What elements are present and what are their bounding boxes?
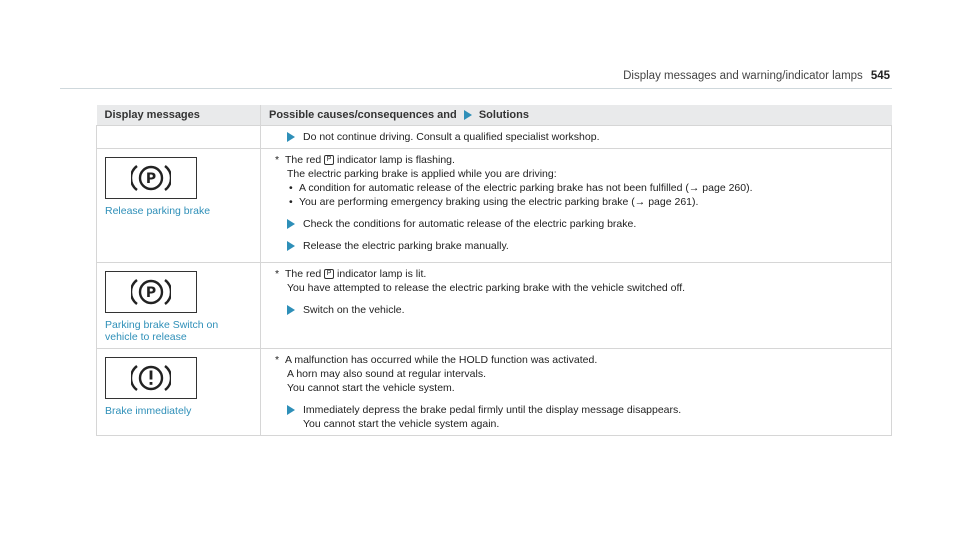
cause-detail: A horn may also sound at regular intervals. [287, 368, 487, 380]
cause-detail: You have attempted to release the electric parking brake with the vehicle switched off. [287, 282, 686, 294]
parking-brake-small-icon: P [324, 155, 334, 165]
action-item: Check the conditions for automatic release of the electric parking brake. [275, 217, 883, 231]
col-solutions-label: Solutions [478, 109, 529, 121]
play-arrow-icon [287, 219, 295, 229]
svg-text:P: P [145, 285, 157, 301]
table-row [97, 263, 892, 349]
list-item: • You are performing emergency braking using the electric parking brake (→ page 261). [275, 195, 883, 209]
col-causes-header [261, 105, 892, 126]
page-number: 545 [870, 70, 890, 82]
col-display-messages-header: Display messages [97, 105, 261, 126]
parking-brake-p-icon [105, 157, 197, 199]
table-row [97, 349, 892, 436]
display-message-text: Parking brake Switch on vehicle to release [105, 319, 219, 343]
cause-line: * The red P indicator lamp is lit. [275, 268, 427, 280]
parking-brake-small-icon: P [324, 269, 334, 279]
action-item: Release the electric parking brake manually. [275, 239, 883, 253]
action-item: Immediately depress the brake pedal firmly until the display message disappears. You cannot start the vehicle system again. [275, 403, 883, 431]
cause-line: * A malfunction has occurred while the HOLD function was activated. [275, 354, 598, 366]
cause-line: * The red P indicator lamp is flashing. [275, 154, 455, 166]
display-messages-table [96, 105, 892, 436]
cause-detail: The electric parking brake is applied while you are driving: [287, 168, 557, 180]
display-message-text: Release parking brake [105, 205, 211, 217]
section-title: Display messages and warning/indicator lamps [623, 70, 863, 82]
cause-detail: You cannot start the vehicle system. [287, 382, 455, 394]
parking-brake-p-icon [105, 271, 197, 313]
col-causes-label: Possible causes/consequences and [269, 109, 457, 121]
play-arrow-icon [464, 110, 472, 120]
action-item: Switch on the vehicle. [275, 303, 883, 317]
play-arrow-icon [287, 132, 295, 142]
action-note: You cannot start the vehicle system again. [303, 418, 500, 430]
page-header [623, 70, 890, 82]
play-arrow-icon [287, 405, 295, 415]
play-arrow-icon [287, 305, 295, 315]
display-message-text: Brake immediately [105, 405, 192, 417]
brake-warning-icon [105, 357, 197, 399]
table-row [97, 149, 892, 263]
action-item [275, 130, 883, 144]
action-text: Do not continue driving. Consult a qualified specialist workshop. [303, 131, 600, 143]
list-item: • A condition for automatic release of the electric parking brake has not been fulfilled (→ page 260). [275, 181, 883, 195]
table-header-row [97, 105, 892, 126]
svg-text:P: P [145, 171, 157, 187]
header-divider [60, 88, 892, 89]
play-arrow-icon [287, 241, 295, 251]
table-row [97, 126, 892, 149]
